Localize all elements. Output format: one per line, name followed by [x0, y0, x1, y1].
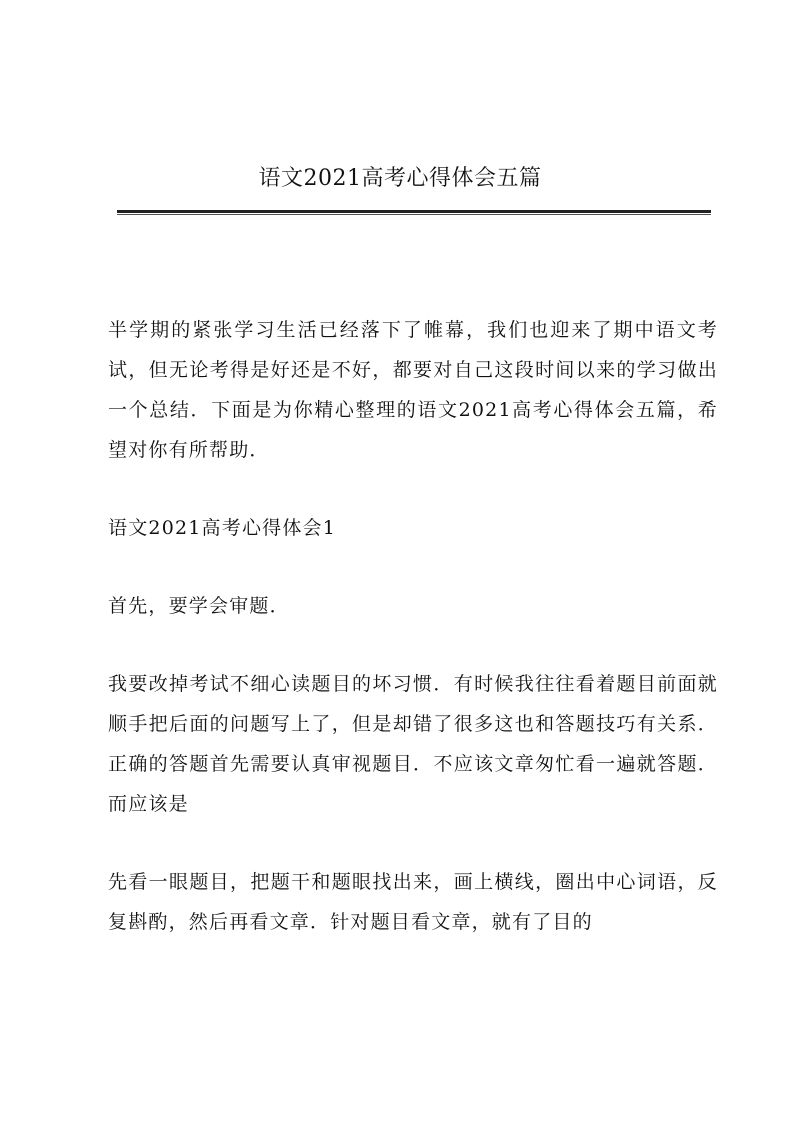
section-heading: 语文2021高考心得体会1: [108, 517, 337, 539]
title-divider: [117, 210, 711, 213]
body-paragraph: 我要改掉考试不细心读题目的坏习惯．有时候我往往看着题目前面就顺手把后面的问题写上了，但是却错了很多这也和答题技巧有关系．正确的答题首先需要认真审视题目．不应该文章匆忙看一遍就答题．而应该是: [108, 673, 718, 815]
document-body: [108, 310, 718, 980]
body-paragraph-continued: 先看一眼题目，把题干和题眼找出来，画上横线，圈出中心词语，反复斟酌，然后再看文章．针对题目看文章，就有了目的: [108, 871, 718, 933]
title-divider-thin: [117, 214, 711, 215]
point-heading: 首先，要学会审题．: [108, 595, 290, 617]
intro-paragraph: 半学期的紧张学习生活已经落下了帷幕，我们也迎来了期中语文考试，但无论考得是好还是不好，都要对自己这段时间以来的学习做出一个总结．下面是为你精心整理的语文2021高考心得体会五篇，希望对你有所帮助．: [108, 319, 718, 461]
document-title: 语文2021高考心得体会五篇: [258, 166, 542, 191]
